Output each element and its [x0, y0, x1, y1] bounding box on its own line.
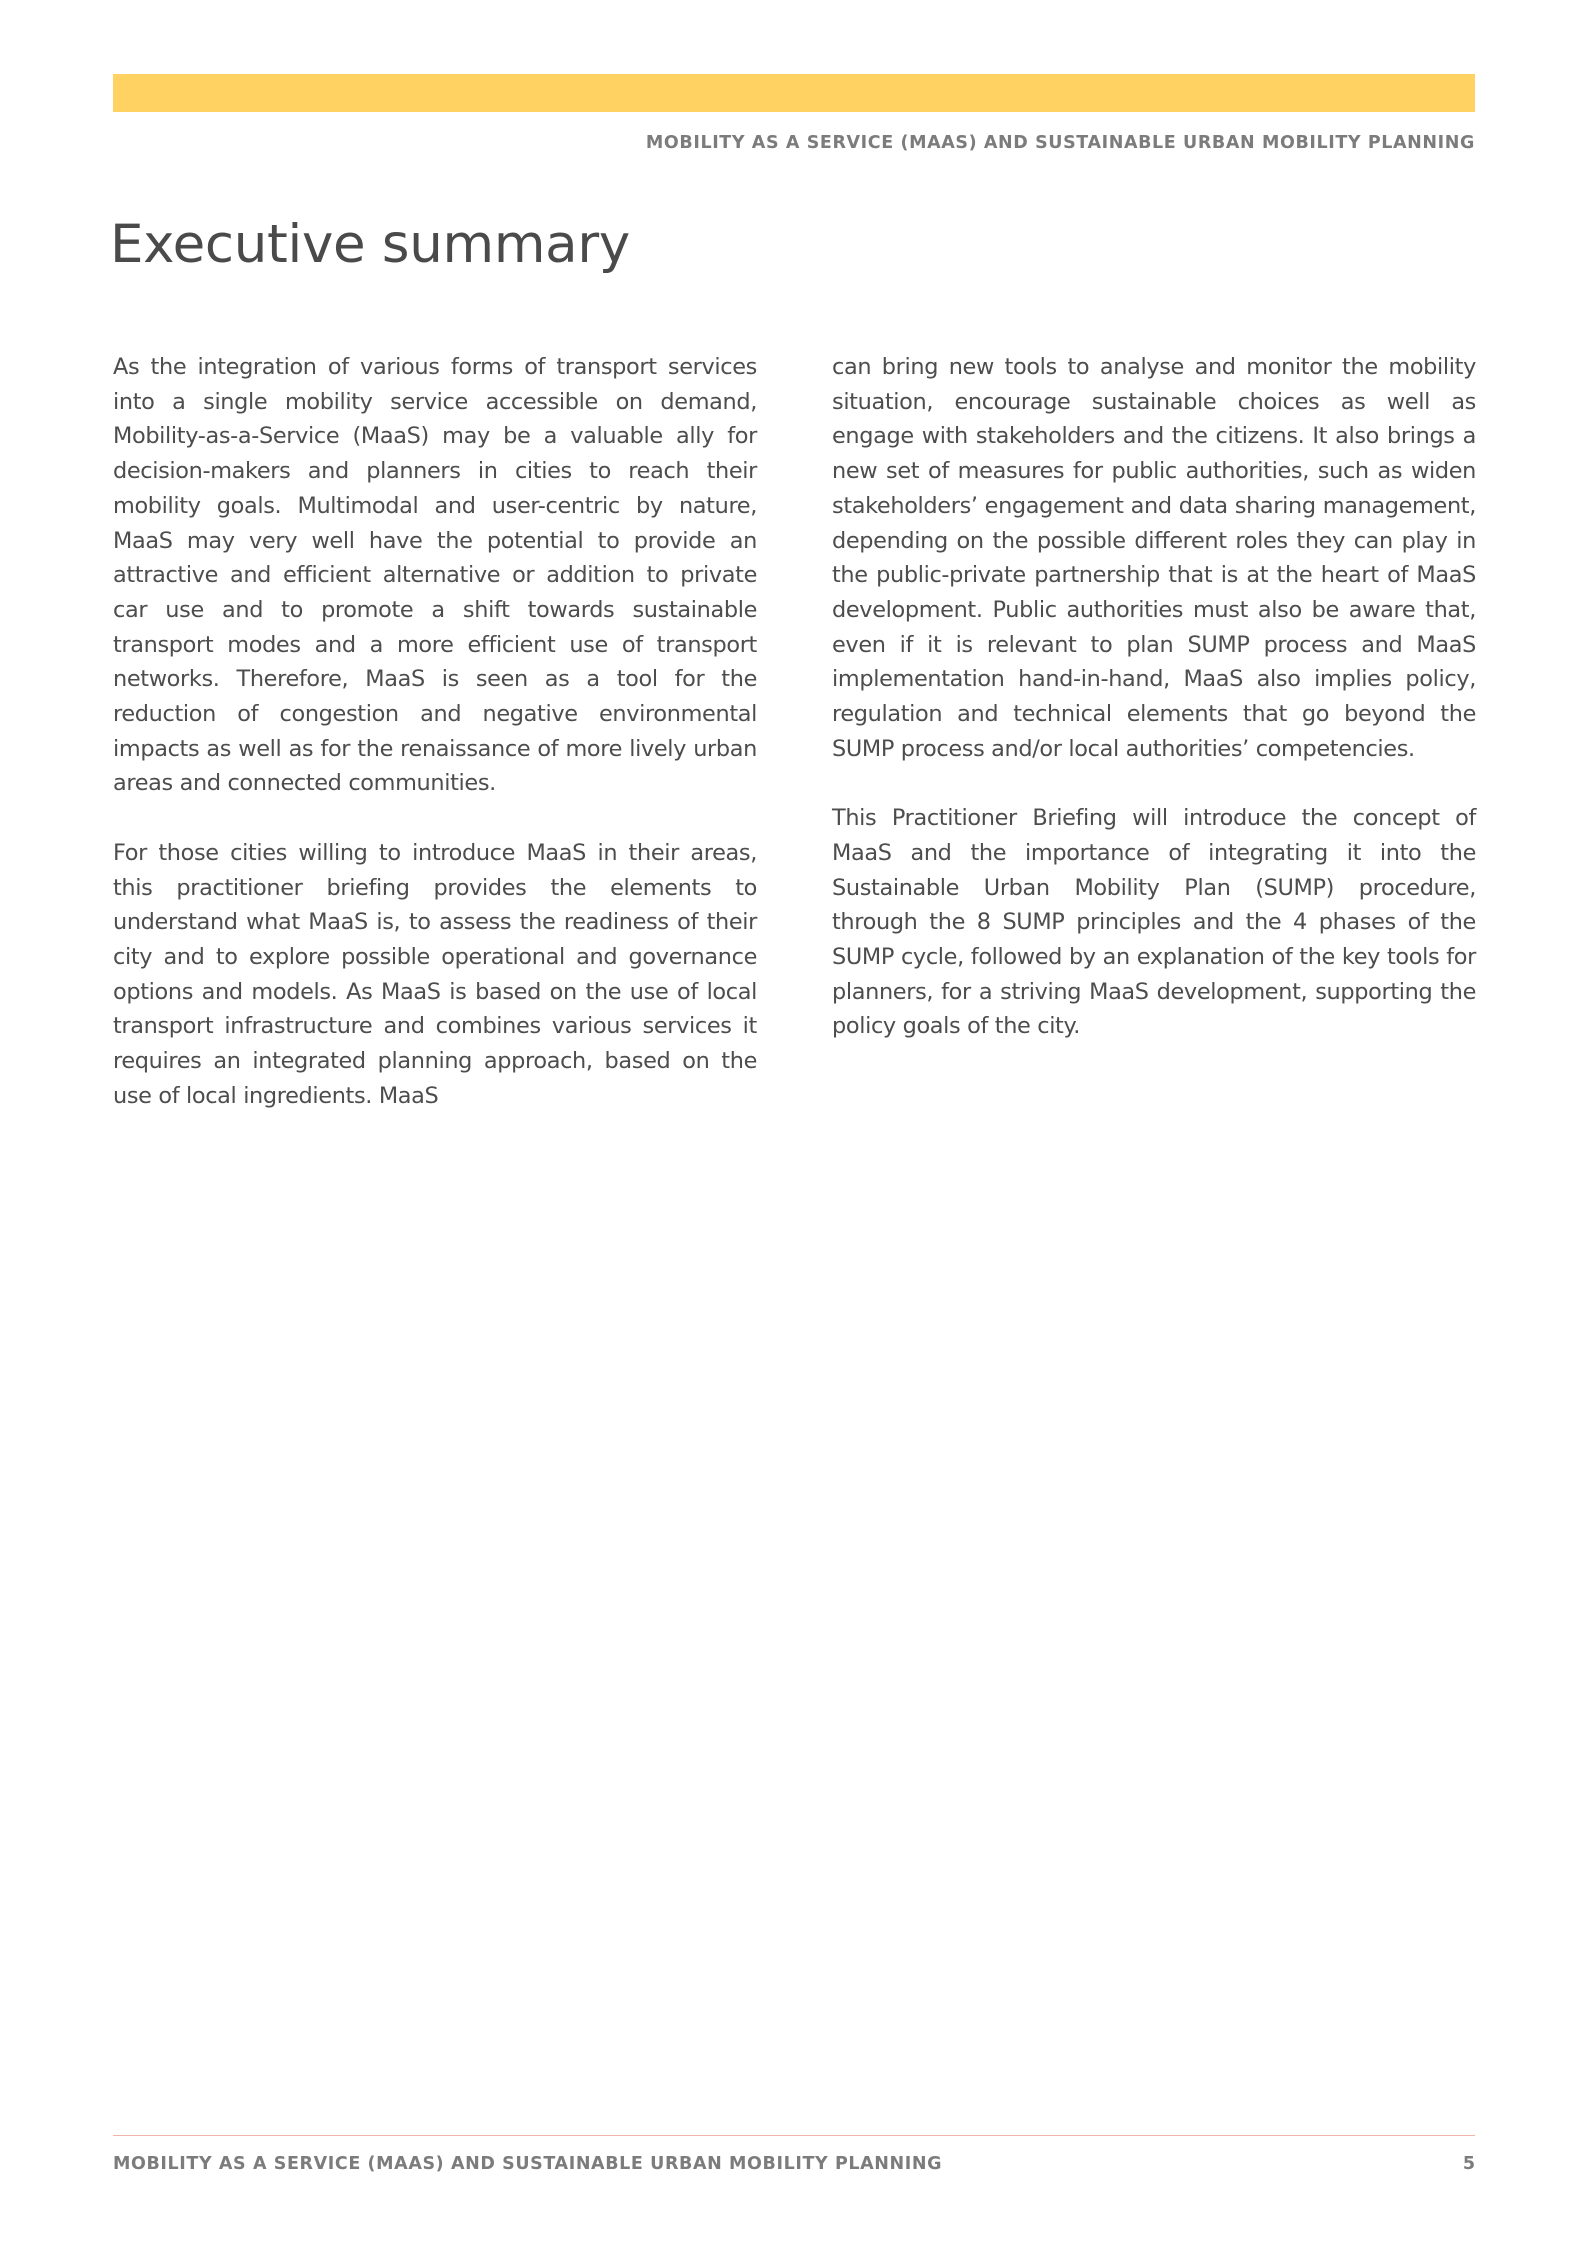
page-title: Executive summary	[110, 214, 630, 275]
body-paragraph: can bring new tools to analyse and monitor the mobility situation, encourage sustainable choices as well as engage with stakeholders and the citizens. It also brings a new set of measures for public authorities, such as widen stakeholders’ engagement and data sharing management, depending on the possible different roles they can play in the public-private partnership that is at the heart of MaaS development. Public authorities must also be aware that, even if it is relevant to plan SUMP process and MaaS implementation hand-in-hand, MaaS also implies policy, regulation and technical elements that go beyond the SUMP process and/or local authorities’ competencies.	[832, 354, 1476, 762]
body-paragraph: As the integration of various forms of transport services into a single mobility service accessible on demand, Mobility-as-a-Service (MaaS) may be a valuable ally for decision-makers and planners in cities to reach their mobility goals. Multimodal and user-centric by nature, MaaS may very well have the potential to provide an attractive and efficient alternative or addition to private car use and to promote a shift towards sustainable transport modes and a more efficient use of transport networks. Therefore, MaaS is seen as a tool for the reduction of congestion and negative environmental impacts as well as for the renaissance of more lively urban areas and connected communities.	[113, 354, 757, 797]
footer-divider	[113, 2135, 1475, 2136]
body-column-right	[832, 350, 1476, 1079]
running-header-title: MOBILITY AS A SERVICE (MAAS) AND SUSTAINABLE URBAN MOBILITY PLANNING	[645, 133, 1475, 153]
header-color-band	[113, 74, 1475, 112]
body-paragraph: For those cities willing to introduce MaaS in their areas, this practitioner briefing provides the elements to understand what MaaS is, to assess the readiness of their city and to explore possible operational and governance options and models. As MaaS is based on the use of local transport infrastructure and combines various services it requires an integrated planning approach, based on the use of local ingredients. MaaS	[113, 839, 757, 1109]
body-column-left	[113, 350, 757, 1148]
page-number: 5	[1462, 2154, 1475, 2174]
body-paragraph: This Practitioner Briefing will introduce the concept of MaaS and the importance of integrating it into the Sustainable Urban Mobility Plan (SUMP) procedure, through the 8 SUMP principles and the 4 phases of the SUMP cycle, followed by an explanation of the key tools for planners, for a striving MaaS development, supporting the policy goals of the city.	[832, 805, 1476, 1040]
footer-running-title: MOBILITY AS A SERVICE (MAAS) AND SUSTAINABLE URBAN MOBILITY PLANNING	[113, 2154, 943, 2174]
